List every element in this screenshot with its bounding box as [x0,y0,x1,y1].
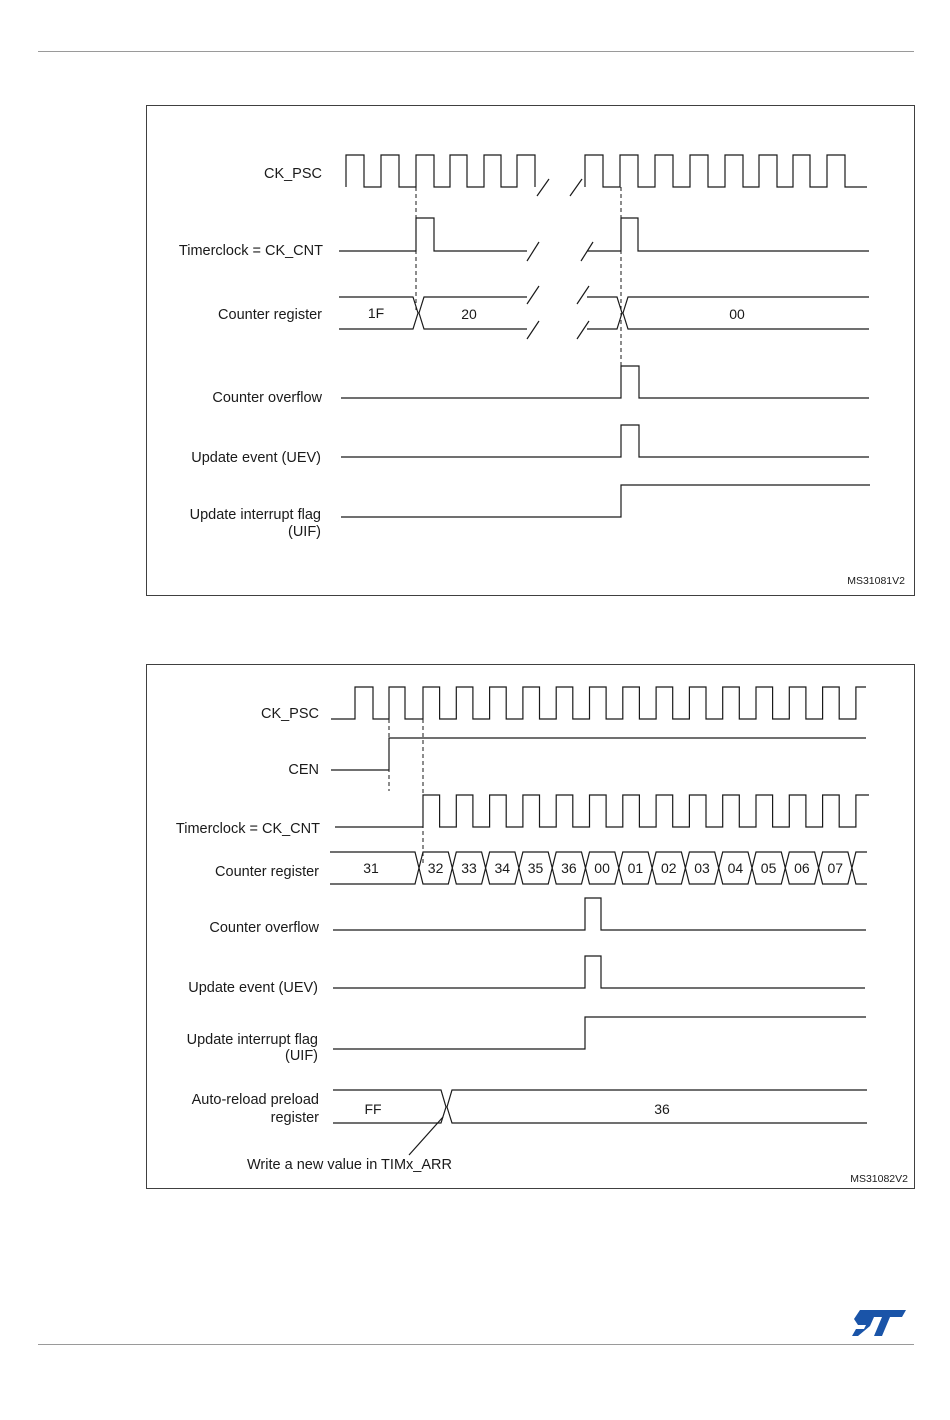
counter-value: 36 [561,860,577,876]
counter-value: 01 [627,860,644,876]
ck-psc-waveform [331,687,866,719]
counter-value: 07 [827,860,844,876]
counter-value: 06 [794,860,810,876]
update-event-waveform [333,956,865,988]
counter-value: 31 [363,860,379,876]
counter-value: 1F [367,305,385,321]
label-counter-register: Counter register [218,307,322,323]
label-ck-psc: CK_PSC [263,166,322,182]
counter-value: 03 [694,860,710,876]
counter-value: 35 [527,860,544,876]
st-logo [852,1306,908,1338]
counter-value: 05 [760,860,777,876]
label-counter-register: Counter register [215,864,319,880]
counter-value: 00 [594,860,610,876]
figure-id: MS31081V2 [847,575,905,587]
counter-overflow-waveform [341,366,869,398]
header-rule [38,51,914,52]
label-uif-line2: (UIF) [284,1048,318,1064]
label-cen: CEN [288,762,319,778]
uif-waveform [341,485,870,517]
label-counter-overflow: Counter overflow [209,920,319,936]
figure-id: MS31082V2 [850,1173,908,1185]
label-uif-line1: Update interrupt flag [186,1032,318,1048]
counter-value: 32 [427,860,444,876]
label-counter-overflow: Counter overflow [212,390,322,406]
label-arr-line1: Auto-reload preload [191,1092,319,1108]
timing-diagram-2-svg [147,665,914,1188]
counter-register-bus-cont [587,297,869,329]
counter-value: 00 [729,306,745,322]
counter-value: 02 [661,860,677,876]
label-timerclock: Timerclock = CK_CNT [175,821,320,837]
arr-value: FF [364,1101,382,1117]
annotation-text: Write a new value in TIMx_ARR [247,1157,452,1173]
counter-value: 20 [461,306,477,322]
label-timerclock: Timerclock = CK_CNT [178,243,323,259]
label-uif-line2: (UIF) [287,524,321,540]
cen-waveform [331,738,866,770]
label-update-event: Update event (UEV) [188,980,318,996]
uif-waveform [333,1017,866,1049]
timing-diagram-1-svg [147,106,914,595]
counter-value: 34 [494,860,511,876]
counter-value: 04 [727,860,744,876]
timing-diagram-1 [146,105,915,596]
timerclock-waveform [335,795,869,827]
counter-value: 33 [461,860,477,876]
arr-value: 36 [654,1101,670,1117]
label-arr-line2: register [270,1110,319,1126]
footer-rule [38,1344,914,1345]
counter-overflow-waveform [333,898,866,930]
timerclock-waveform [339,218,527,251]
ck-psc-waveform [346,155,535,187]
timing-diagram-2 [146,664,915,1189]
timerclock-waveform-cont [587,218,869,251]
label-uif-line1: Update interrupt flag [189,507,321,523]
label-ck-psc: CK_PSC [260,706,319,722]
update-event-waveform [341,425,869,457]
ck-psc-waveform-cont [585,155,867,187]
label-update-event: Update event (UEV) [191,450,321,466]
arr-bus [333,1090,867,1123]
